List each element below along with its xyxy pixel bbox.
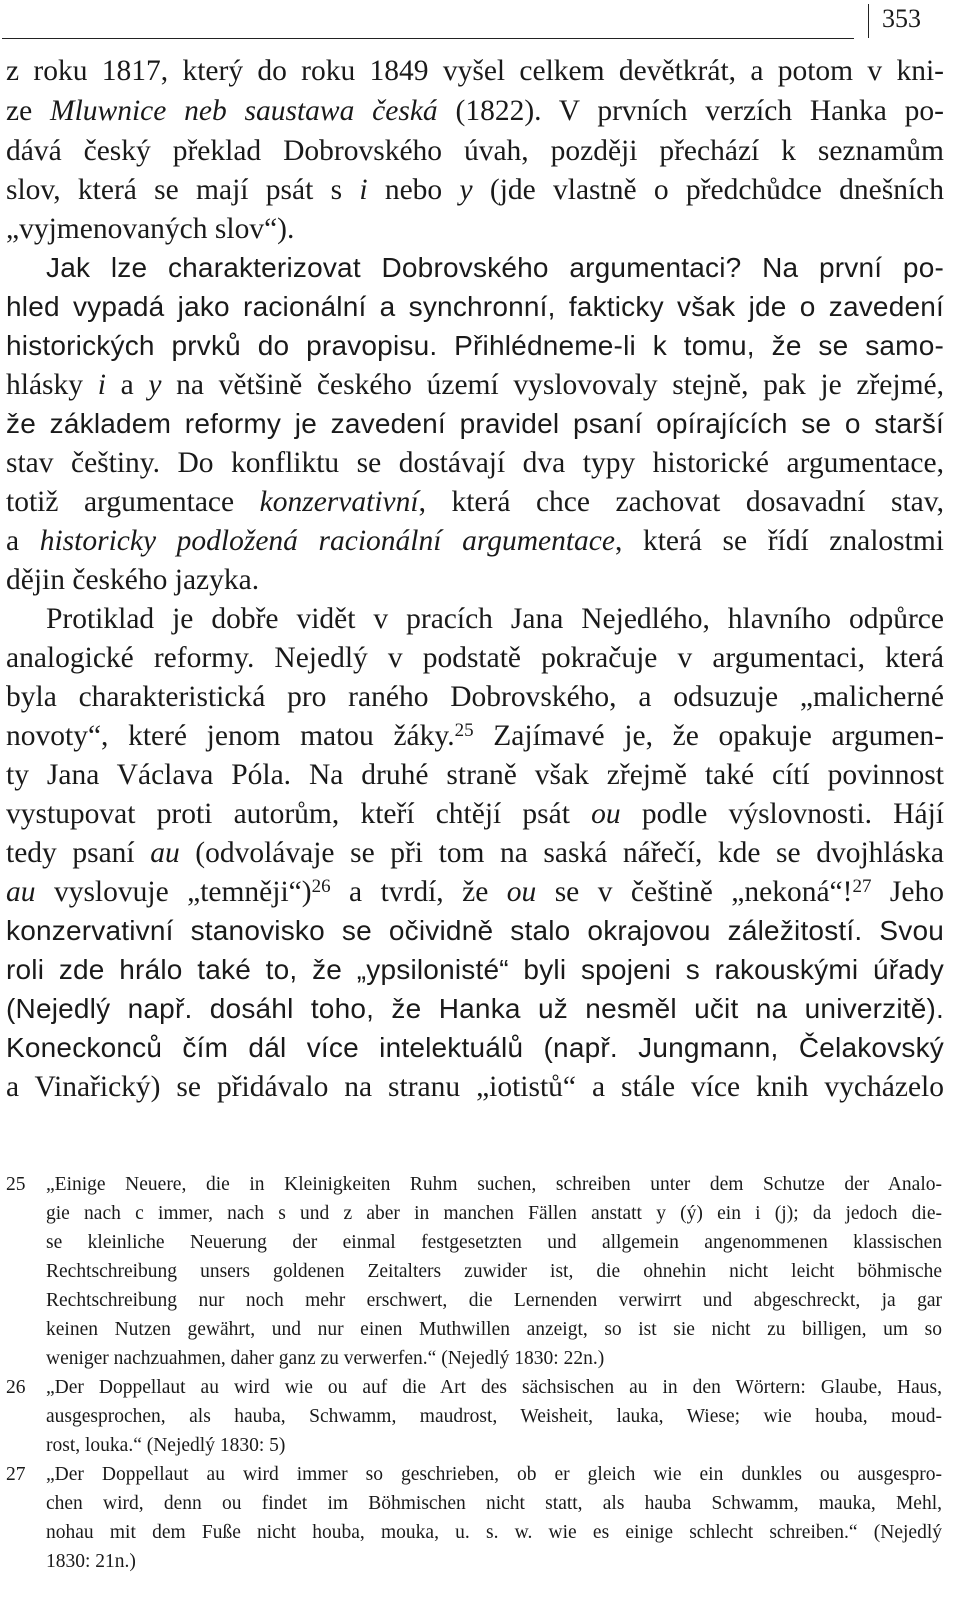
footnote-line: Rechtschreibung unsers goldenen Zeitalters zuwider ist, die ohnehin nicht leicht böhmische <box>46 1261 942 1282</box>
footnote-line: gie nach c immer, nach s und z aber in manchen Fällen anstatt y (ý) ein i (j); da jedoch die- <box>46 1203 942 1224</box>
footnote-line: chen wird, denn ou findet im Böhmischen nicht statt, als hauba Schwamm, mauka, Mehl, <box>46 1493 942 1514</box>
body-line: totiž argumentace konzervativní, která chce zachovat dosavadní stav, <box>6 486 944 518</box>
body-line: tedy psaní au (odvolávaje se při tom na saská nářečí, kde se dvojhláska <box>6 837 945 869</box>
footnote-line: keinen Nutzen gewährt, und nur einen Muthwillen anzeigt, so ist sie nicht zu billigen, um so <box>46 1319 942 1340</box>
footnote-number: 26 <box>6 1377 26 1398</box>
body-line: slov, která se mají psát s i nebo y (jde vlastně o předchůdce dnešních <box>6 174 945 206</box>
body-line: Protiklad je dobře vidět v pracích Jana Nejedlého, hlavního odpůrce <box>46 603 944 635</box>
body-line: „vyjmenovaných slov“). <box>6 213 295 245</box>
footnote-line: weniger nachzuahmen, daher ganz zu verwerfen.“ (Nejedlý 1830: 22n.) <box>46 1348 605 1369</box>
page-number: 353 <box>882 4 921 33</box>
body-line: vystupovat proti autorům, kteří chtějí psát ou podle výslovnosti. Hájí <box>6 798 944 830</box>
body-line: au vyslovuje „temněji“)$^{26}$ a tvrdí, že ou se v češtině „nekoná“!$^{27}$ Jeho <box>6 876 944 908</box>
footnote-line: nohau mit dem Fuße nicht houba, mouka, u. s. w. wie es einige schlecht schreiben.“ (Nejedlý <box>46 1522 942 1543</box>
footnote-line: 1830: 21n.) <box>46 1551 136 1572</box>
body-line: stav češtiny. Do konfliktu se dostávají dva typy historické argumentace, <box>6 447 944 479</box>
footnote-line: se kleinliche Neuerung der einmal festgesetzten und allgemein angenommenen klassischen <box>46 1232 942 1253</box>
footnote-line: „Der Doppellaut au wird wie ou auf die Art des sächsischen au in den Wörtern: Glaube, Haus, <box>46 1377 942 1398</box>
body-line: (Nejedlý např. dosáhl toho, že Hanka už nesměl učit na univerzitě). <box>6 993 944 1024</box>
body-line: a historicky podložená racionální argumentace, která se řídí znalostmi <box>6 525 945 557</box>
body-line: Jak lze charakterizovat Dobrovského argumentaci? Na první po- <box>46 252 944 283</box>
body-line: konzervativní stanovisko se očividně stalo okrajovou záležitostí. Svou <box>6 915 944 946</box>
body-line: byla charakteristická pro raného Dobrovského, a odsuzuje „malicherné <box>6 681 944 713</box>
footnote-number: 25 <box>6 1174 26 1195</box>
footnote-line: Rechtschreibung nur noch mehr erschwert, die Lernenden verwirrt und abgeschreckt, ja gar <box>46 1290 942 1311</box>
body-line: hled vypadá jako racionální a synchronní, fakticky však jde o zavedení <box>6 291 944 322</box>
body-line: dějin českého jazyka. <box>6 564 260 596</box>
body-line: analogické reformy. Nejedlý v podstatě pokračuje v argumentaci, která <box>6 642 944 674</box>
header-rule <box>2 38 854 39</box>
body-line: a Vinařický) se přidávalo na stranu „iotistů“ a stále více knih vycházelo <box>6 1071 944 1103</box>
footnote-line: rost, louka.“ (Nejedlý 1830: 5) <box>46 1435 286 1456</box>
body-line: z roku 1817, který do roku 1849 vyšel celkem devětkrát, a potom v kni- <box>6 55 944 87</box>
body-line: historických prvků do pravopisu. Přihlédneme-li k tomu, že se samo- <box>6 330 944 361</box>
body-line: Koneckonců čím dál více intelektuálů (např. Jungmann, Čelakovský <box>6 1032 944 1063</box>
body-line: roli zde hrálo také to, že „ypsilonisté“ byli spojeni s rakouskými úřady <box>6 954 944 985</box>
footnote-number: 27 <box>6 1464 26 1485</box>
body-line: dává český překlad Dobrovského úvah, později přechází k seznamům <box>6 135 944 167</box>
body-line: hlásky i a y na většině českého území vyslovovaly stejně, pak je zřejmé, <box>6 369 944 401</box>
body-line: že základem reformy je zavedení pravidel psaní opírajících se o starší <box>6 408 944 439</box>
body-line: novoty“, které jenom matou žáky.$^{25}$ Zajímavé je, že opakuje argumen- <box>6 720 944 752</box>
footnote-line: „Der Doppellaut au wird immer so geschrieben, ob er gleich wie ein dunkles ou ausgespro- <box>46 1464 942 1485</box>
footnote-line: „Einige Neuere, die in Kleinigkeiten Ruhm suchen, schreiben unter dem Schutze der Analo- <box>46 1174 942 1195</box>
footnote-line: ausgesprochen, als hauba, Schwamm, maudrost, Weisheit, lauka, Wiese; wie houba, moud- <box>46 1406 942 1427</box>
body-line: ze Mluwnice neb saustawa česká (1822). V prvních verzích Hanka po- <box>6 95 944 127</box>
header-separator <box>868 4 869 38</box>
body-line: ty Jana Václava Póla. Na druhé straně však zřejmě také cítí povinnost <box>6 759 944 791</box>
